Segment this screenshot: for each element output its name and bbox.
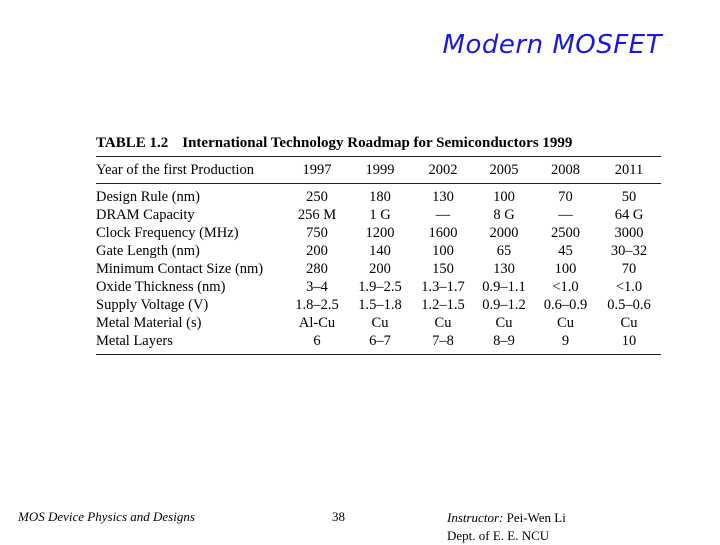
table-cell: Cu	[557, 315, 574, 331]
table-cell: 1.2–1.5	[421, 297, 465, 313]
table-cell: 1200	[365, 225, 395, 241]
table-cell: 3000	[614, 225, 644, 241]
header-year: 1997	[302, 162, 332, 178]
header-year: 2008	[551, 162, 580, 178]
table-bottom-rule	[96, 354, 661, 355]
table-cell: 45	[558, 243, 573, 259]
table-cell: 0.9–1.1	[482, 279, 526, 295]
table-cell: 6	[313, 333, 321, 349]
table-cell: 10	[621, 333, 637, 349]
row-label: Metal Material (s)	[96, 315, 202, 331]
table-cell: 200	[369, 261, 391, 277]
instructor-role: Instructor:	[447, 510, 504, 525]
table-cell: 1.5–1.8	[358, 297, 402, 313]
row-label: Oxide Thickness (nm)	[96, 279, 226, 295]
table-cell: 130	[493, 261, 515, 277]
table-cell: 64 G	[614, 207, 644, 223]
table-cell: 65	[496, 243, 512, 259]
table-row	[96, 184, 661, 206]
table-caption	[96, 132, 661, 154]
row-label: Clock Frequency (MHz)	[96, 225, 239, 241]
table-cell: 50	[621, 189, 637, 205]
table-cell: 7–8	[432, 333, 454, 349]
table-cell: Al-Cu	[298, 315, 336, 331]
table-cell: 750	[306, 225, 328, 241]
table-cell: 100	[493, 189, 515, 205]
table-cell: 150	[432, 261, 454, 277]
table-cell: Cu	[495, 315, 513, 331]
table-cell: 1.8–2.5	[295, 297, 339, 313]
table-cell: 1600	[428, 225, 458, 241]
table-cell: 250	[306, 189, 328, 205]
table-cell: 100	[432, 243, 454, 259]
table-cell: —	[435, 207, 451, 223]
table-cell: <1.0	[552, 279, 579, 295]
table-cell: 0.5–0.6	[607, 297, 651, 313]
table-cell: 130	[432, 189, 454, 205]
header-label: Year of the first Production	[96, 162, 255, 178]
table-number: TABLE 1.2	[96, 135, 169, 151]
table-cell: 1.3–1.7	[421, 279, 465, 295]
table-cell: 0.9–1.2	[482, 297, 526, 313]
table-row	[96, 260, 661, 278]
table-row	[96, 206, 661, 224]
table-cell: 9	[561, 333, 570, 349]
header-year: 2005	[489, 162, 519, 178]
header-year: 1999	[365, 162, 395, 178]
table-cell: 8 G	[493, 207, 515, 223]
row-label: Gate Length (nm)	[96, 243, 200, 259]
table-cell: 1 G	[369, 207, 391, 223]
table-cell: 280	[306, 261, 328, 277]
header-year: 2011	[614, 162, 644, 178]
table-cell: 0.6–0.9	[543, 297, 588, 313]
table-cell: —	[558, 207, 573, 223]
table-row	[96, 314, 661, 332]
table-cell: 2500	[551, 225, 580, 241]
instructor-department: Dept. of E. E. NCU	[447, 528, 550, 543]
table-cell: <1.0	[615, 279, 643, 295]
table-cell: 180	[369, 189, 391, 205]
table-cell: Cu	[434, 315, 452, 331]
footer-course: MOS Device Physics and Designs	[18, 509, 195, 524]
table-cell: 200	[306, 243, 328, 259]
table-row	[96, 332, 661, 350]
table-cell: 1.9–2.5	[358, 279, 402, 295]
row-label: DRAM Capacity	[96, 207, 195, 223]
table-cell: 70	[558, 189, 573, 205]
row-label: Metal Layers	[96, 333, 173, 349]
table-header-row	[96, 157, 661, 183]
footer-page-number: 38	[332, 509, 345, 524]
table-cell: Cu	[371, 315, 389, 331]
table-cell: 30–32	[610, 243, 648, 259]
roadmap-table	[96, 132, 661, 355]
header-year: 2002	[428, 162, 458, 178]
table-cell: Cu	[620, 315, 638, 331]
table-cell: 256 M	[297, 207, 337, 223]
table-cell: 2000	[489, 225, 519, 241]
table-cell: 3–4	[306, 279, 328, 295]
row-label: Supply Voltage (V)	[96, 297, 209, 313]
table-row	[96, 224, 661, 242]
table-cell: 140	[369, 243, 391, 259]
row-label: Design Rule (nm)	[96, 189, 200, 205]
table-caption-text: International Technology Roadmap for Semiconductors 1999	[182, 135, 573, 151]
table-cell: 8–9	[493, 333, 515, 349]
row-label: Minimum Contact Size (nm)	[96, 261, 264, 277]
table-cell: 6–7	[369, 333, 391, 349]
roadmap-grid	[96, 157, 661, 183]
slide-title: Modern MOSFET	[442, 30, 662, 60]
table-cell: 100	[554, 261, 577, 277]
table-cell: 70	[621, 261, 637, 277]
instructor-name: Pei-Wen Li	[506, 510, 566, 525]
roadmap-body	[96, 184, 661, 350]
table-row	[96, 296, 661, 314]
table-row	[96, 242, 661, 260]
table-row	[96, 278, 661, 296]
